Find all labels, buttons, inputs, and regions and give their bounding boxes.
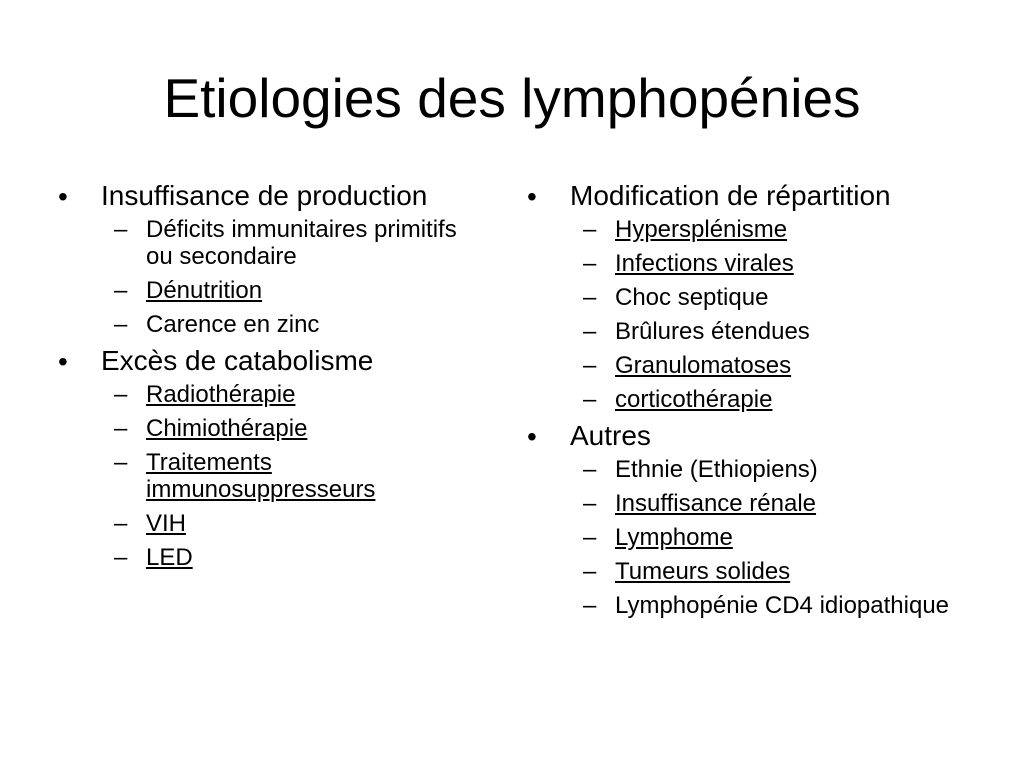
sub-item-link[interactable]: Insuffisance rénale <box>615 490 817 517</box>
dash-marker: – <box>583 216 597 243</box>
sub-item <box>570 490 997 517</box>
sub-item <box>570 318 997 345</box>
right-column <box>527 180 997 626</box>
sub-item <box>570 386 997 413</box>
dash-marker: – <box>114 311 128 338</box>
slide-title: Etiologies des lymphopénies <box>163 67 861 129</box>
sub-item-link[interactable]: Tumeurs solides <box>615 558 791 585</box>
sub-item-text: Ethnie (Ethiopiens) <box>615 456 818 483</box>
sub-item <box>101 415 488 442</box>
sub-item <box>101 216 488 270</box>
sub-item-link[interactable]: VIH <box>146 510 187 537</box>
sub-item-text: Choc septique <box>615 284 769 311</box>
sub-list <box>101 381 488 571</box>
sub-item-text: Carence en zinc <box>146 311 320 338</box>
sub-item <box>101 449 488 503</box>
dash-marker: – <box>114 277 128 304</box>
sub-list <box>570 456 997 619</box>
dash-marker: – <box>583 352 597 379</box>
sub-item-link[interactable]: Lymphome <box>615 524 733 551</box>
sub-item-link[interactable]: Dénutrition <box>146 277 263 304</box>
sub-item-link[interactable]: Traitements immunosuppresseurs <box>146 449 376 503</box>
sub-item <box>570 558 997 585</box>
sub-item <box>570 216 997 243</box>
bullet-item <box>58 345 488 571</box>
dash-marker: – <box>583 386 597 413</box>
bullet-marker: • <box>58 346 68 377</box>
sub-item <box>101 381 488 408</box>
dash-marker: – <box>114 415 128 442</box>
bullet-item <box>58 180 488 338</box>
sub-item <box>570 352 997 379</box>
dash-marker: – <box>114 510 128 537</box>
bullet-text: Insuffisance de production <box>101 180 428 211</box>
sub-item-link[interactable]: Chimiothérapie <box>146 415 308 442</box>
bullet-item <box>527 180 997 413</box>
sub-item-link[interactable]: corticothérapie <box>615 386 773 413</box>
bullet-marker: • <box>58 181 68 212</box>
dash-marker: – <box>583 456 597 483</box>
bullet-text: Modification de répartition <box>570 180 891 211</box>
sub-item <box>570 592 997 619</box>
bullet-text: Autres <box>570 420 651 451</box>
sub-item <box>570 284 997 311</box>
sub-item-link[interactable]: Radiothérapie <box>146 381 296 408</box>
sub-item-link[interactable]: Granulomatoses <box>615 352 792 379</box>
dash-marker: – <box>583 250 597 277</box>
sub-item-link[interactable]: LED <box>146 544 193 571</box>
sub-item <box>101 277 488 304</box>
sub-item <box>101 311 488 338</box>
dash-marker: – <box>114 449 128 476</box>
bullet-list <box>58 180 488 571</box>
dash-marker: – <box>583 524 597 551</box>
bullet-marker: • <box>527 421 537 452</box>
bullet-list <box>527 180 997 619</box>
sub-item-text: Déficits immunitaires primitifs ou secondaire <box>146 216 457 270</box>
sub-list <box>570 216 997 413</box>
sub-item-link[interactable]: Hypersplénisme <box>615 216 788 243</box>
dash-marker: – <box>583 592 597 619</box>
sub-item <box>570 250 997 277</box>
bullet-item <box>527 420 997 619</box>
dash-marker: – <box>583 558 597 585</box>
dash-marker: – <box>583 284 597 311</box>
sub-item <box>101 510 488 537</box>
sub-list <box>101 216 488 338</box>
dash-marker: – <box>583 490 597 517</box>
sub-item-text: Lymphopénie CD4 idiopathique <box>615 592 950 619</box>
dash-marker: – <box>583 318 597 345</box>
bullet-marker: • <box>527 181 537 212</box>
sub-item-link[interactable]: Infections virales <box>615 250 794 277</box>
left-column <box>58 180 488 578</box>
sub-item <box>570 456 997 483</box>
dash-marker: – <box>114 381 128 408</box>
sub-item-text: Brûlures étendues <box>615 318 810 345</box>
dash-marker: – <box>114 544 128 571</box>
sub-item <box>101 544 488 571</box>
bullet-text: Excès de catabolisme <box>101 345 374 376</box>
dash-marker: – <box>114 216 128 243</box>
sub-item <box>570 524 997 551</box>
